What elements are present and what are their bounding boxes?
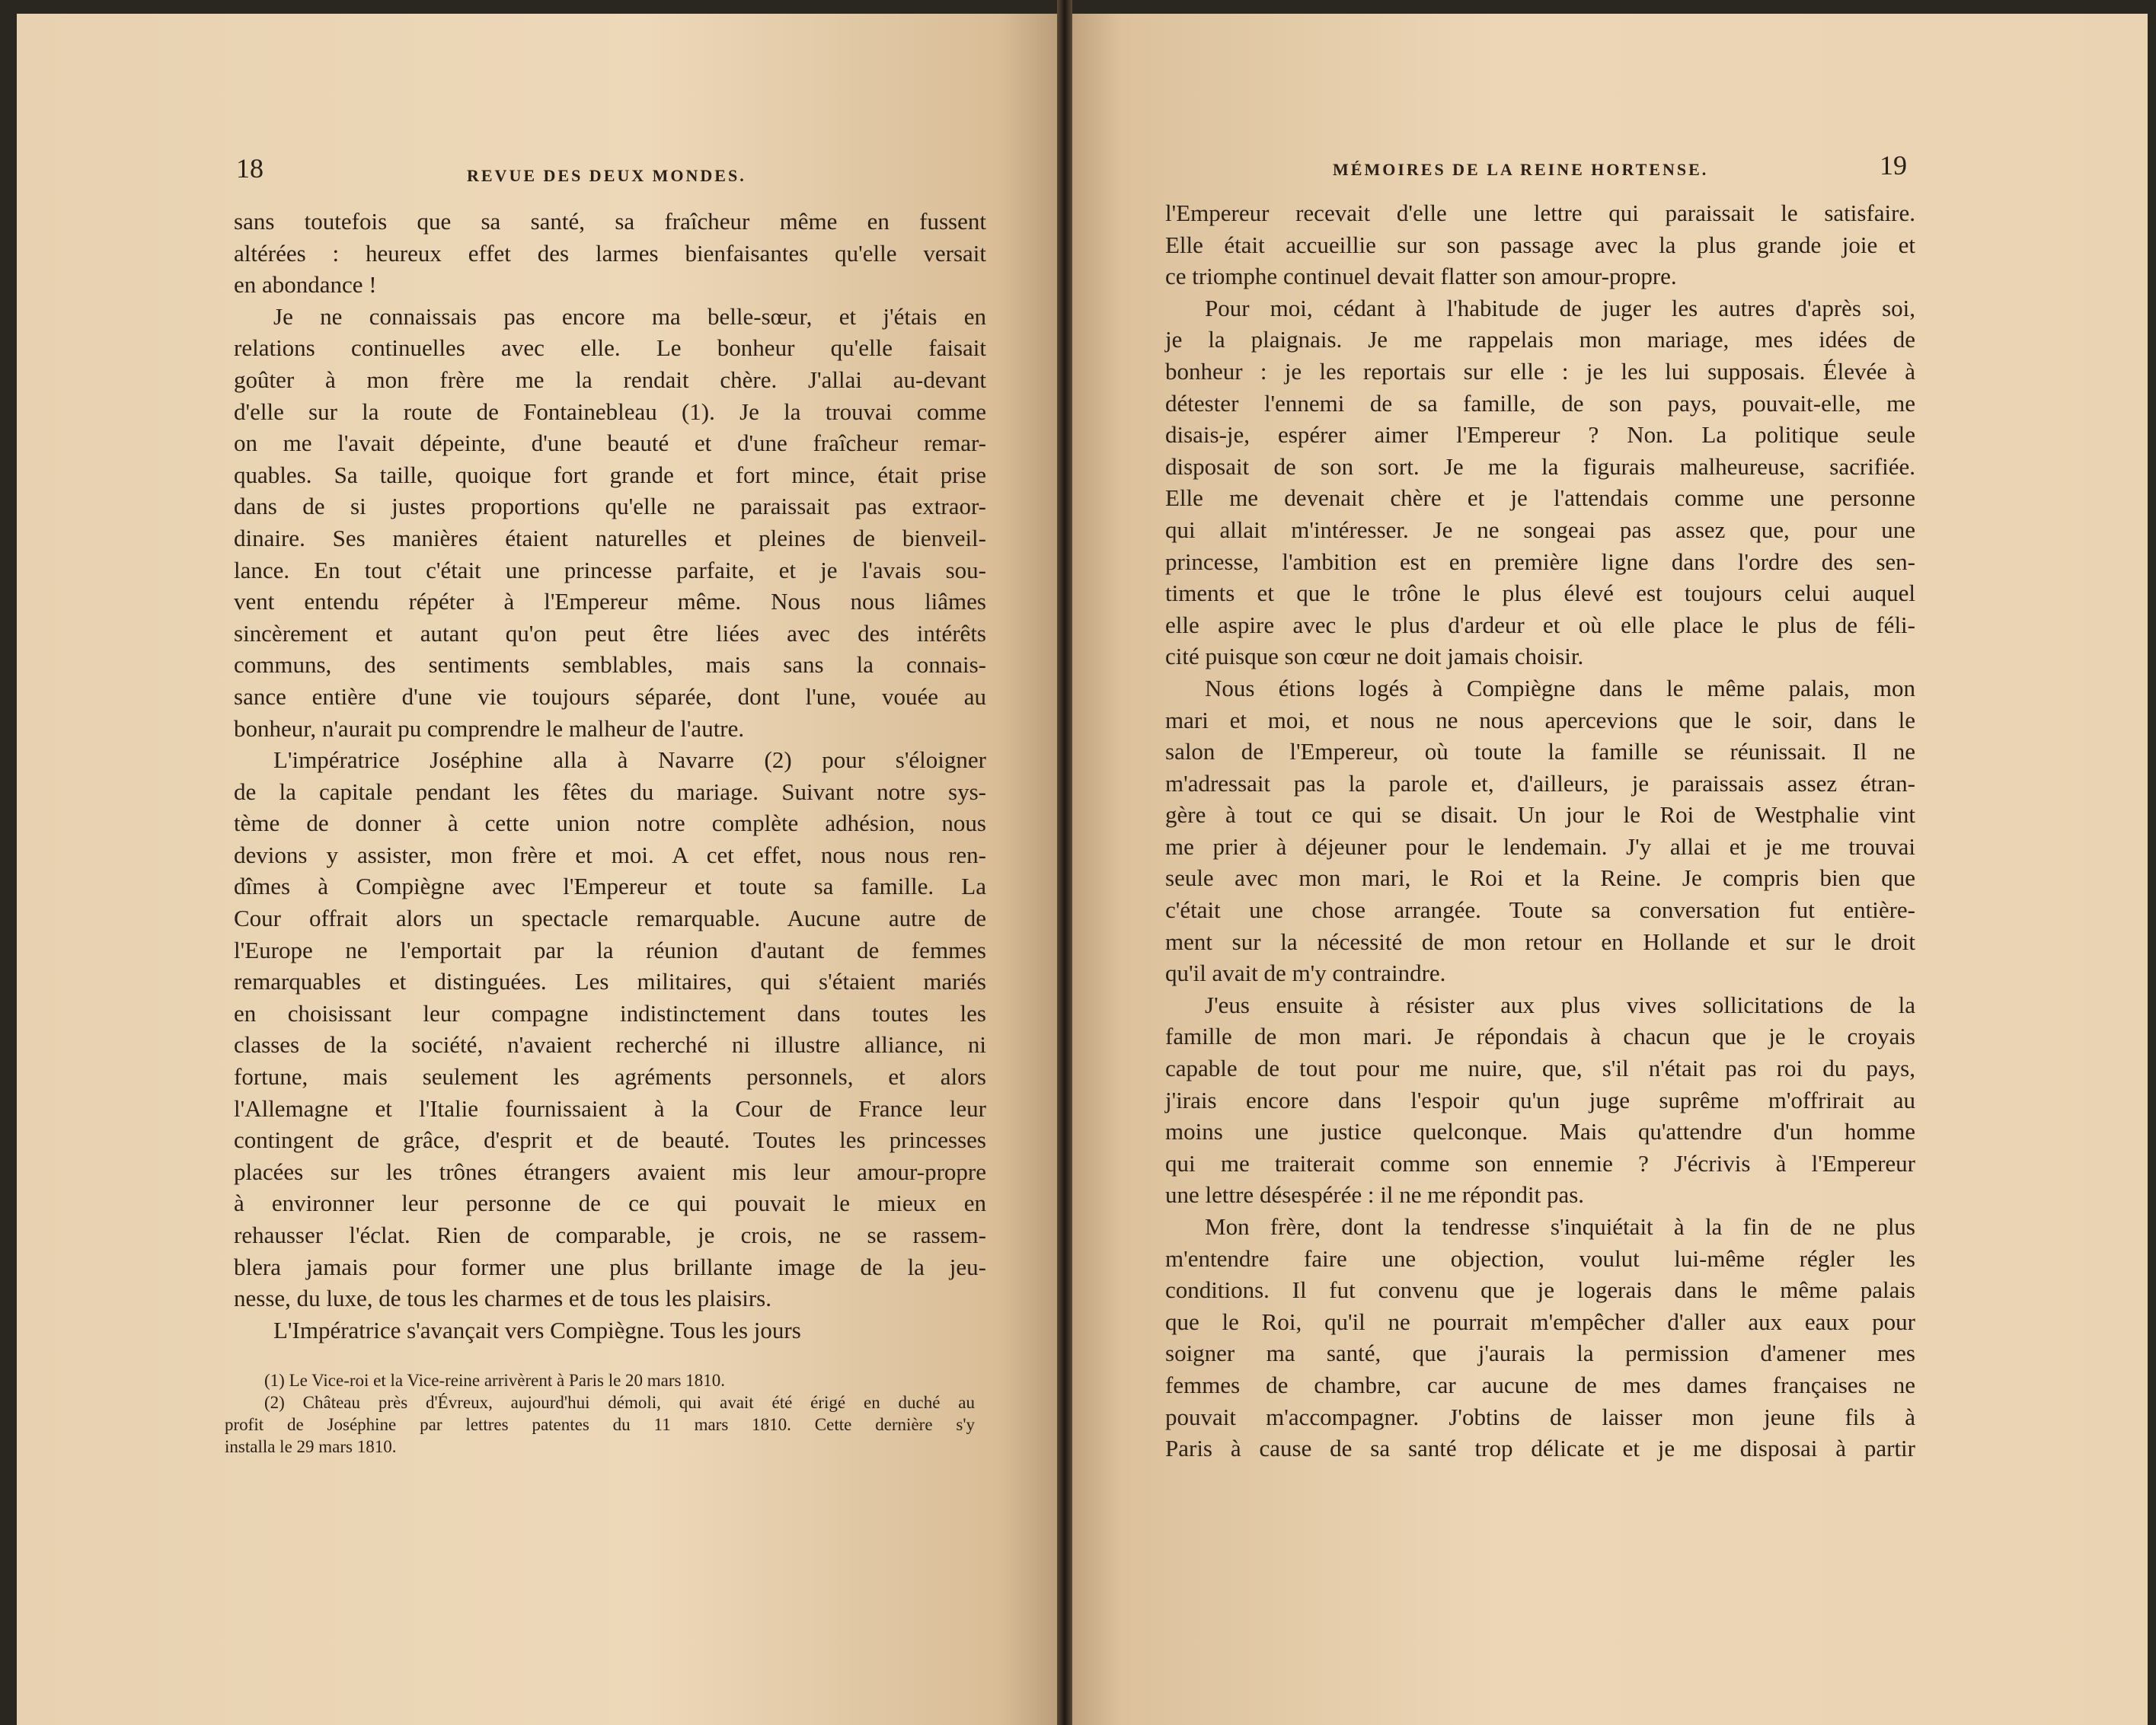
text-line: Elle était accueillie sur son passage avec la plus grande joie et — [1165, 231, 1915, 258]
page-number: 19 — [1880, 150, 1907, 180]
text-line: femmes de chambre, car aucune de mes dames françaises ne — [1165, 1371, 1915, 1398]
text-line: l'Empereur recevait d'elle une lettre qui paraissait le satisfaire. — [1165, 200, 1915, 226]
text-line: je la plaignais. Je me rappelais mon mariage, mes idées de — [1165, 326, 1915, 353]
text-line: gère à tout ce qui se disait. Un jour le Roi de Westphalie vint — [1165, 801, 1915, 829]
footnote-line: (2) Château près d'Évreux, aujourd'hui démoli, qui avait été érigé en duché au — [264, 1393, 975, 1412]
text-line: l'Europe ne l'emportait par la réunion d'autant de femmes — [234, 936, 986, 963]
text-line: dîmes à Compiègne avec l'Empereur et toute sa famille. La — [234, 873, 986, 900]
text-line: goûter à mon frère me la rendait chère. J'allai au-devant — [234, 366, 986, 393]
text-line: soigner ma santé, que j'aurais la permission d'amener mes — [1165, 1340, 1915, 1367]
text-line: mari et moi, et nous ne nous apercevions que le soir, dans le — [1165, 706, 1915, 733]
text-line: capable de tout pour me nuire, que, s'il n'était pas roi du pays, — [1165, 1055, 1915, 1082]
text-line: Mon frère, dont la tendresse s'inquiétait à la fin de ne plus — [1205, 1213, 1915, 1240]
text-line: Nous étions logés à Compiègne dans le même palais, mon — [1205, 674, 1915, 701]
text-line: lance. En tout c'était une princesse parfaite, et je l'avais sou- — [234, 556, 986, 583]
text-line: détester l'ennemi de sa famille, de son pays, pouvait-elle, me — [1165, 389, 1915, 417]
text-line: princesse, l'ambition est en première ligne dans l'ordre des sen- — [1165, 548, 1915, 575]
text-line: Pour moi, cédant à l'habitude de juger les autres d'après soi, — [1205, 294, 1915, 321]
text-line: quables. Sa taille, quoique fort grande et fort mince, était prise — [234, 461, 986, 488]
text-line: conditions. Il fut convenu que je logerais dans le même palais — [1165, 1276, 1915, 1304]
text-line: bonheur : je les reportais sur elle : je les lui supposais. Élevée à — [1165, 357, 1915, 385]
text-line: Cour offrait alors un spectacle remarquable. Aucune autre de — [234, 905, 986, 932]
text-line: sans toutefois que sa santé, sa fraîcheur même en fussent — [234, 208, 986, 235]
text-line: contingent de grâce, d'esprit et de beauté. Toutes les princesses — [234, 1126, 986, 1154]
text-line: disposait de son sort. Je me la figurais malheureuse, sacrifiée. — [1165, 452, 1915, 480]
text-line: classes de la société, n'avaient recherché ni illustre alliance, ni — [234, 1031, 986, 1059]
text-line: disais-je, espérer aimer l'Empereur ? Non. La politique seule — [1165, 421, 1915, 449]
text-line: seule avec mon mari, le Roi et la Reine. Je compris bien que — [1165, 864, 1915, 892]
text-line: m'entendre faire une objection, voulut lui-même régler les — [1165, 1244, 1915, 1272]
text-line: j'irais encore dans l'espoir qu'un juge suprême m'offrirait au — [1165, 1086, 1915, 1113]
text-line: à environner leur personne de ce qui pouvait le mieux en — [234, 1190, 986, 1217]
text-line: c'était une chose arrangée. Toute sa conversation fut entière- — [1165, 896, 1915, 924]
text-line: qu'il avait de m'y contraindre. — [1165, 960, 1446, 987]
text-line: L'Impératrice s'avançait vers Compiègne. Tous les jours — [273, 1316, 801, 1343]
footnote-line: (1) Le Vice-roi et la Vice-reine arrivèrent à Paris le 20 mars 1810. — [264, 1371, 725, 1390]
text-line: ce triomphe continuel devait flatter son amour-propre. — [1165, 263, 1677, 290]
left-page-footnotes — [225, 1369, 975, 1458]
text-line: une lettre désespérée : il ne me répondit pas. — [1165, 1181, 1585, 1209]
text-line: dans de si justes proportions qu'elle ne paraissait pas extraor- — [234, 493, 986, 520]
text-line: rehausser l'éclat. Rien de comparable, je crois, ne se rassem- — [234, 1222, 986, 1248]
text-line: communs, des sentiments semblables, mais sans la connais- — [234, 651, 986, 679]
text-line: blera jamais pour former une plus brillante image de la jeu- — [234, 1253, 986, 1280]
text-line: que le Roi, qu'il ne pourrait m'empêcher d'aller aux eaux pour — [1165, 1308, 1915, 1335]
text-line: sance entière d'une vie toujours séparée, dont l'une, vouée au — [234, 682, 986, 710]
text-line: en choisissant leur compagne indistinctement dans toutes les — [234, 999, 986, 1027]
text-line: famille de mon mari. Je répondais à chacun que je le croyais — [1165, 1023, 1915, 1050]
text-line: qui me traiterait comme son ennemie ? J'écrivis à l'Empereur — [1165, 1149, 1915, 1177]
text-line: cité puisque son cœur ne doit jamais choisir. — [1165, 643, 1584, 670]
text-line: de la capitale pendant les fêtes du mariage. Suivant notre sys- — [234, 778, 986, 805]
text-line: relations continuelles avec elle. Le bonheur qu'elle faisait — [234, 334, 986, 362]
text-line: vent entendu répéter à l'Empereur même. Nous nous liâmes — [234, 588, 986, 615]
page-number: 18 — [236, 153, 264, 184]
text-line: on me l'avait dépeinte, d'une beauté et d'une fraîcheur remar- — [234, 430, 986, 457]
text-line: J'eus ensuite à résister aux plus vives sollicitations de la — [1205, 991, 1915, 1018]
text-line: pouvait m'accompagner. J'obtins de laisser mon jeune fils à — [1165, 1403, 1915, 1430]
text-line: timents et que le trône le plus élevé est toujours celui auquel — [1165, 580, 1915, 607]
text-line: en abondance ! — [234, 271, 377, 299]
text-line: elle aspire avec le plus d'ardeur et où elle place le plus de féli- — [1165, 611, 1915, 638]
text-line: me prier à déjeuner pour le lendemain. J'y allai et je me trouvai — [1165, 832, 1915, 860]
text-line: ment sur la nécessité de mon retour en Hollande et sur le droit — [1165, 928, 1915, 955]
footnote-line: installa le 29 mars 1810. — [225, 1437, 397, 1456]
footnote-line: profit de Joséphine par lettres patentes du 11 mars 1810. Cette dernière s'y — [225, 1415, 975, 1434]
text-line: placées sur les trônes étrangers avaient mis leur amour-propre — [234, 1158, 986, 1185]
text-line: moins une justice quelconque. Mais qu'attendre d'un homme — [1165, 1118, 1915, 1145]
text-line: Elle me devenait chère et je l'attendais comme une personne — [1165, 484, 1915, 512]
text-line: bonheur, n'aurait pu comprendre le malheur de l'autre. — [234, 714, 745, 742]
text-line: sincèrement et autant qu'on peut être liées avec des intérêts — [234, 619, 986, 647]
text-line: d'elle sur la route de Fontainebleau (1). Je la trouvai comme — [234, 398, 986, 425]
running-head: REVUE DES DEUX MONDES. — [467, 166, 746, 185]
text-line: Je ne connaissais pas encore ma belle-sœur, et j'étais en — [273, 302, 986, 330]
book-gutter — [1057, 0, 1072, 1725]
text-line: m'adressait pas la parole et, d'ailleurs, je paraissais assez étran- — [1165, 769, 1915, 797]
text-line: qui allait m'intéresser. Je ne songeai pas assez que, pour une — [1165, 516, 1915, 543]
text-line: remarquables et distinguées. Les militaires, qui s'étaient mariés — [234, 968, 986, 995]
text-line: altérées : heureux effet des larmes bienfaisantes qu'elle versait — [234, 239, 986, 267]
text-line: salon de l'Empereur, où toute la famille se réunissait. Il ne — [1165, 738, 1915, 765]
text-line: nesse, du luxe, de tous les charmes et de tous les plaisirs. — [234, 1285, 771, 1312]
text-line: fortune, mais seulement les agréments personnels, et alors — [234, 1063, 986, 1091]
text-line: dinaire. Ses manières étaient naturelles et pleines de bienveil- — [234, 524, 986, 551]
text-line: tème de donner à cette union notre complète adhésion, nous — [234, 810, 986, 837]
text-line: Paris à cause de sa santé trop délicate et je me disposai à partir — [1165, 1435, 1915, 1462]
text-line: devions y assister, mon frère et moi. A cet effet, nous nous ren- — [234, 841, 986, 868]
running-head: MÉMOIRES DE LA REINE HORTENSE. — [1333, 160, 1709, 179]
left-page-body — [234, 206, 986, 1346]
text-line: l'Allemagne et l'Italie fournissaient à la Cour de France leur — [234, 1094, 986, 1122]
text-line: L'impératrice Joséphine alla à Navarre (2) pour s'éloigner — [273, 746, 986, 774]
right-page-body — [1165, 197, 1915, 1465]
